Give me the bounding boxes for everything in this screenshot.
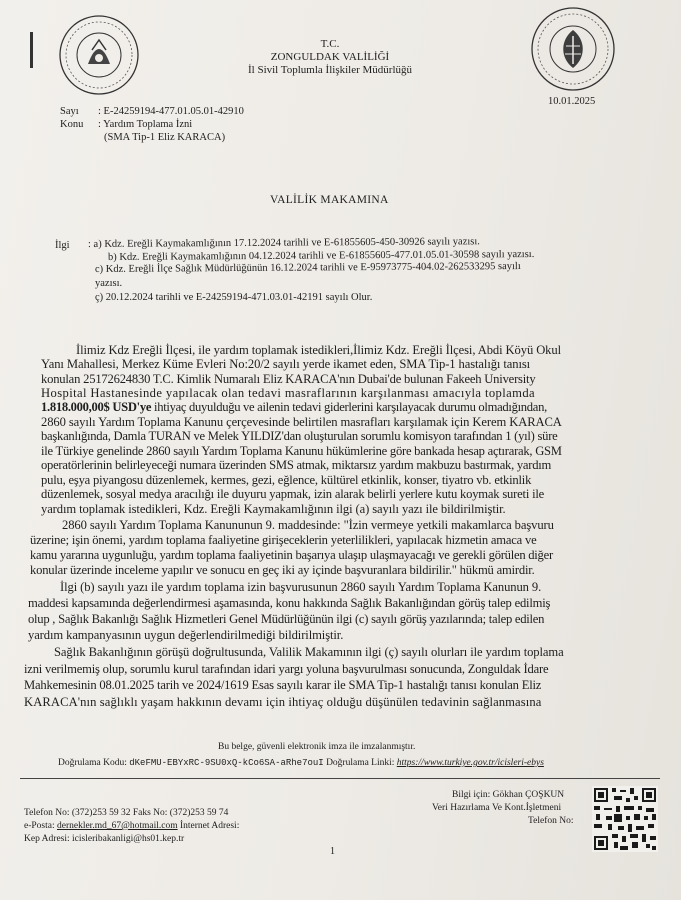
body-line: yardım toplamak istedikleri, Kdz. Ereğli Kaymakamlığının ilgi (a) sayılı yazı ile bildirilmiştir. xyxy=(41,502,506,516)
body-line: İlimiz Kdz Ereğli İlçesi, ile yardım toplamak istedikleri,İlimiz Kdz. Ereğli İlçesi, Abdi Köyü Okul xyxy=(76,343,561,357)
verification-link-label: Doğrulama Linki: xyxy=(326,758,395,768)
ilgi-label: İlgi xyxy=(55,240,70,251)
body-line: başkanlığında, Damla TURAN ve Melek YILDIZ'dan oluşturulan sorumlu komisyon tarafından 1 (yıl) süre xyxy=(41,429,558,443)
footer-phone: Telefon No: (372)253 59 32 Faks No: (372)253 59 74 xyxy=(24,808,229,818)
ilgi-item-a: : a) Kdz. Ereğli Kaymakamlığının 17.12.2024 tarihli ve E-61855605-450-30926 sayılı yazısı. xyxy=(87,236,480,250)
body-line: olup , Sağlık Bakanlığı Sağlık Hizmetleri Genel Müdürlüğünün ilgi (c) sayılı görüş yazılarında; talep edilen xyxy=(28,612,545,626)
body-line: pulu, eşya piyangosu düzenlemek, kermes, gezi, eğlence, kültürel etkinlik, konser, tiyatro vb. etkinlik xyxy=(41,473,532,487)
body-line: operatörlerinin belirleyeceği numara üzerinden SMS atmak, miktarsız yardım makbuzu bastırmak, yardım xyxy=(41,458,552,472)
info-contact: Bilgi için: Gökhan ÇOŞKUN xyxy=(452,790,565,800)
header-directorate: İl Sivil Toplumla İlişkiler Müdürlüğü xyxy=(247,64,413,76)
body-line: 1.818.000,00$ USD'ye ihtiyaç duyulduğu ve ailenin tedavi giderlerini karşılayacak durumu olmadığından, xyxy=(41,400,547,414)
web-label: İnternet Adresi: xyxy=(179,821,240,831)
info-title: Veri Hazırlama Ve Kont.İşletmeni xyxy=(432,803,562,813)
body-line: Hospital Hastanesinde yapılacak olan tedavi masraflarının karşılanması amacıyla toplamda xyxy=(41,386,536,400)
sayi-label: Sayı xyxy=(60,106,79,117)
header-country: T.C. xyxy=(320,38,340,50)
body-line: KARACA'nın sağlıklı yaşam hakkının devamı için ihtiyaç olduğu düşünülen tedavinin sağlanmasına xyxy=(24,695,542,709)
document-date: 10.01.2025 xyxy=(548,96,596,107)
esign-notice: Bu belge, güvenli elektronik imza ile imzalanmıştır. xyxy=(218,742,416,752)
header-governorship: ZONGULDAK VALİLİĞİ xyxy=(270,51,390,63)
body-line: 2860 sayılı Yardım Toplama Kanununun 9. maddesinde: "İzin vermeye yetkili makamlarca başvuru xyxy=(62,518,554,532)
email-label: e-Posta: xyxy=(24,821,55,831)
sayi-value: : E-24259194-477.01.05.01-42910 xyxy=(98,106,244,117)
konu-label: Konu xyxy=(60,119,84,130)
body-line: yardım kampanyasının uygun değerlendirilmediği bildirilmiştir. xyxy=(28,628,344,642)
ministry-seal-right xyxy=(530,6,616,92)
info-phone: Telefon No: xyxy=(528,816,574,826)
verification-link[interactable]: https://www.turkiye.gov.tr/icisleri-ebys xyxy=(396,758,544,768)
ilgi-item-b: b) Kdz. Ereğli Kaymakamlığının 04.12.2024 tarihli ve E-61855605-477.01.05.01-30598 sayılı yazısı. xyxy=(107,249,535,263)
body-line: 2860 sayılı Yardım Toplama Kanunu çerçevesinde belirtilen masrafları karşılamak için Kerem KARACA xyxy=(41,415,562,429)
body-line: ile Türkiye genelinde 2860 sayılı Yardım Toplama Kanunu hükümlerine göre bankada hesap açtırarak, GSM xyxy=(41,444,562,458)
page-number: 1 xyxy=(330,846,335,857)
footer-kep: Kep Adresi: icisleribakanligi@hs01.kep.tr xyxy=(24,834,185,844)
ilgi-item-c-cont: yazısı. xyxy=(95,278,123,289)
body-line: düzenlemek, sosyal medya aracılığı ile duyuru yapmak, izin alarak belirli yerlere kutu koymak sureti ile xyxy=(41,487,545,501)
ilgi-item-d: ç) 20.12.2024 tarihli ve E-24259194-471.03.01-42191 sayılı Olur. xyxy=(95,292,373,303)
addressee: VALİLİK MAKAMINA xyxy=(270,194,389,206)
body-line: Sağlık Bakanlığının görüşü doğrultusunda, Valilik Makamının ilgi (ç) sayılı olurları ile yardım toplama xyxy=(54,645,564,659)
qr-code xyxy=(592,786,658,852)
body-line: konular üzerinde inceleme yapılır ve sonucu en geç iki ay içinde başvuranlara bildirilir." hükmü amirdir. xyxy=(30,563,535,577)
body-line: maddesi kapsamında değerlendirmesi aşamasında, konu hakkında Sağlık Bakanlığından görüş talep edilmiş xyxy=(28,596,551,610)
footer-email-row xyxy=(24,821,239,831)
body-line: üzerine; işin önemi, yardım toplama faaliyetine girişeceklerin yeterlilikleri, yapılacak hizmetin amaca ve xyxy=(30,533,537,547)
margin-bracket-mark xyxy=(30,32,33,68)
body-line: izni verilmemiş olup, sorumlu kurul tarafından idari yargı yoluna başvurulması sonucunda, Zonguldak İdare xyxy=(24,662,549,676)
verification-code: dKeFMU-EBYxRC-9SU0xQ-kCo6SA-aRhe7ouI xyxy=(129,758,324,768)
body-line: Yanı Mahallesi, Merkez Küme Evleri No:20/2 sayılı yerde ikamet eden, SMA Tip-1 hastalığı tanısı xyxy=(41,357,531,371)
email-link[interactable]: dernekler.md_67@hotmail.com xyxy=(56,821,178,831)
body-line: İlgi (b) sayılı yazı ile yardım toplama izin başvurusunun 2860 sayılı Yardım Toplama Kanunun 9. xyxy=(60,580,542,594)
footer-divider xyxy=(20,778,660,779)
verification-code-label: Doğrulama Kodu: xyxy=(58,758,127,768)
governorship-seal-left xyxy=(58,14,140,96)
konu-value-detail: (SMA Tip-1 Eliz KARACA) xyxy=(104,132,226,143)
body-line: konulan 25172624830 T.C. Kimlik Numaralı Eliz KARACA'nın Dubai'de bulunan Fakeeh University xyxy=(41,372,536,386)
body-line: Mahkemesinin 08.01.2025 tarih ve 2024/1619 Esas sayılı karar ile SMA Tip-1 hastalığı tanısı konulan Eliz xyxy=(24,678,542,692)
verification-code-row xyxy=(58,758,544,768)
ilgi-item-c: c) Kdz. Ereğli İlçe Sağlık Müdürlüğünün 16.12.2024 tarihli ve E-95973775-404.02-262533295 sayılı xyxy=(94,261,521,275)
konu-value: : Yardım Toplama İzni xyxy=(98,119,193,130)
body-line: kamu yararına uygunluğu, yardım toplama faaliyetinin başarıya ulaşıp ulaşmayacağı ve gerekli görülen diğer xyxy=(30,548,553,562)
